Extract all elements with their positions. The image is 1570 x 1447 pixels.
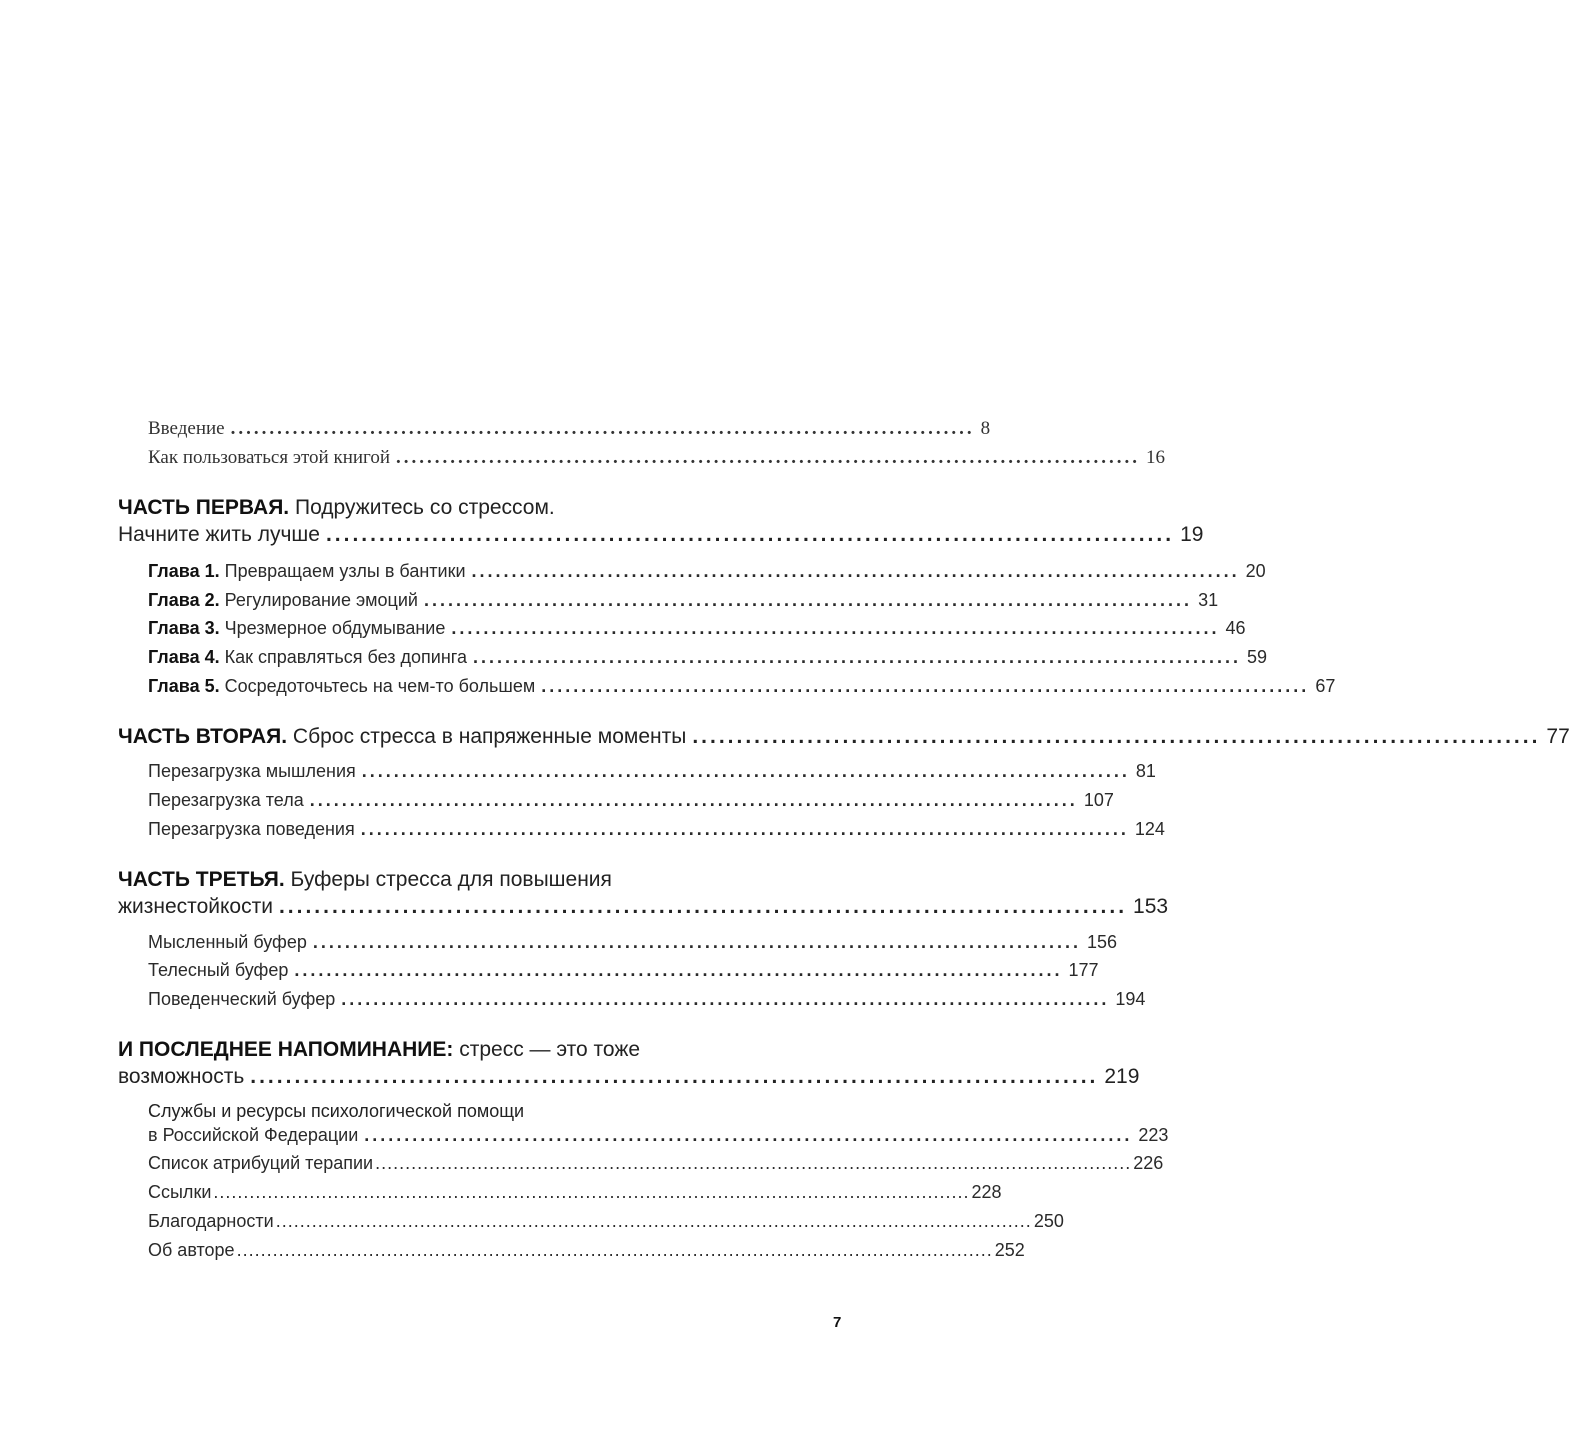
page-number: 7 xyxy=(833,1314,842,1331)
toc-page-number: 81 xyxy=(1135,761,1156,781)
final-heading[interactable] xyxy=(118,1038,640,1062)
leader-dots: ................................................................................................ xyxy=(341,989,1110,1009)
toc-entry-services[interactable] xyxy=(148,1125,1169,1146)
leader-dots: ................................................................................................ xyxy=(364,1125,1133,1145)
toc-entry-howto[interactable] xyxy=(148,447,1166,469)
toc-page-number: 226 xyxy=(1133,1153,1164,1173)
leader-dots: ................................................................................................ xyxy=(325,523,1175,546)
toc-entry-acknowledgements[interactable] xyxy=(148,1211,1064,1232)
chapter-title: Регулирование эмоций xyxy=(224,590,418,610)
toc-entry-part-three[interactable] xyxy=(118,895,1169,919)
part-two-label: ЧАСТЬ ВТОРАЯ. xyxy=(118,725,288,748)
leader-dots: .............................................................................................................................. xyxy=(375,1153,1132,1173)
toc-label: Перезагрузка тела xyxy=(148,790,304,810)
toc-page-number: 124 xyxy=(1134,819,1165,839)
toc-page-number: 194 xyxy=(1115,989,1146,1009)
toc-entry-final[interactable] xyxy=(118,1065,1140,1089)
final-title-line2: возможность xyxy=(118,1065,245,1088)
services-line1: Службы и ресурсы психологической помощи xyxy=(148,1101,525,1121)
leader-dots: ................................................................................................ xyxy=(471,561,1240,581)
toc-label: Ссылки xyxy=(148,1182,212,1202)
chapter-title: Как справляться без допинга xyxy=(224,647,467,667)
chapter-label: Глава 4. xyxy=(148,647,220,667)
toc-label: Перезагрузка поведения xyxy=(148,819,355,839)
toc-label: Благодарности xyxy=(148,1211,274,1231)
toc-entry-part-two[interactable] xyxy=(118,725,1570,749)
toc-page-number: 153 xyxy=(1133,895,1169,918)
toc-entry-chapter-5[interactable] xyxy=(148,676,1336,697)
toc-label: Введение xyxy=(148,418,225,439)
toc-page-number: 67 xyxy=(1315,676,1336,696)
toc-page-number: 219 xyxy=(1104,1065,1140,1088)
leader-dots: ................................................................................................ xyxy=(361,761,1130,781)
toc-entry-about-author[interactable] xyxy=(148,1240,1025,1261)
leader-dots: .............................................................................................................................. xyxy=(236,1240,993,1260)
part-one-title-line2: Начните жить лучше xyxy=(118,523,320,546)
part-three-label: ЧАСТЬ ТРЕТЬЯ. xyxy=(118,868,285,891)
toc-entry-mental-buffer[interactable] xyxy=(148,932,1118,953)
toc-label: Телесный буфер xyxy=(148,960,289,980)
leader-dots: ................................................................................................ xyxy=(278,895,1128,918)
chapter-title: Превращаем узлы в бантики xyxy=(224,561,466,581)
toc-page-number: 8 xyxy=(980,418,991,439)
leader-dots: ................................................................................................ xyxy=(451,618,1220,638)
toc-page-number: 19 xyxy=(1180,523,1204,546)
toc-entry-reboot-behavior[interactable] xyxy=(148,819,1165,840)
toc-label: Список атрибуций терапии xyxy=(148,1153,374,1173)
leader-dots: ................................................................................................ xyxy=(294,960,1063,980)
toc-page-number: 107 xyxy=(1083,790,1114,810)
leader-dots: ................................................................................................ xyxy=(230,418,975,439)
toc-page-number: 228 xyxy=(971,1182,1002,1202)
leader-dots: ................................................................................................ xyxy=(396,447,1141,468)
chapter-title: Чрезмерное обдумывание xyxy=(224,618,446,638)
part-three-heading[interactable] xyxy=(118,868,612,892)
toc-page-number: 77 xyxy=(1546,725,1570,748)
toc-entry-chapter-2[interactable] xyxy=(148,590,1219,611)
chapter-label: Глава 5. xyxy=(148,676,220,696)
toc-page-number: 156 xyxy=(1086,932,1118,952)
toc-entry-reboot-body[interactable] xyxy=(148,790,1114,811)
leader-dots: ................................................................................................ xyxy=(309,790,1078,810)
leader-dots: ................................................................................................ xyxy=(541,676,1310,696)
toc-entry-chapter-3[interactable] xyxy=(148,618,1246,639)
toc-entry-behavior-buffer[interactable] xyxy=(148,989,1146,1010)
leader-dots: .............................................................................................................................. xyxy=(275,1211,1032,1231)
part-two-title: Сброс стресса в напряженные моменты xyxy=(292,725,687,748)
toc-entry-attributions[interactable] xyxy=(148,1153,1164,1174)
chapter-label: Глава 3. xyxy=(148,618,220,638)
part-three-title-line1: Буферы стресса для повышения xyxy=(290,868,612,891)
leader-dots: ................................................................................................ xyxy=(250,1065,1099,1088)
toc-label: Поведенческий буфер xyxy=(148,989,336,1009)
part-one-title-line1: Подружитесь со стрессом. xyxy=(294,496,555,519)
leader-dots: ................................................................................................ xyxy=(472,647,1242,667)
chapter-title: Сосредоточьтесь на чем-то большем xyxy=(224,676,536,696)
toc-entry-body-buffer[interactable] xyxy=(148,960,1099,981)
final-label: И ПОСЛЕДНЕЕ НАПОМИНАНИЕ: xyxy=(118,1038,454,1061)
toc-label: Мысленный буфер xyxy=(148,932,307,952)
toc-page-number: 59 xyxy=(1247,647,1268,667)
leader-dots: ................................................................................................ xyxy=(360,819,1129,839)
toc-page-number: 31 xyxy=(1198,590,1219,610)
final-title-line1: стресс — это тоже xyxy=(459,1038,641,1061)
leader-dots: .............................................................................................................................. xyxy=(213,1182,970,1202)
toc-entry-chapter-1[interactable] xyxy=(148,561,1266,582)
toc-entry-references[interactable] xyxy=(148,1182,1002,1203)
leader-dots: ................................................................................................ xyxy=(423,590,1193,610)
toc-entry-reboot-thinking[interactable] xyxy=(148,761,1156,782)
chapter-label: Глава 1. xyxy=(148,561,220,581)
part-three-title-line2: жизнестойкости xyxy=(118,895,273,918)
services-line2: в Российской Федерации xyxy=(148,1125,359,1145)
chapter-label: Глава 2. xyxy=(148,590,220,610)
toc-entry-part-one[interactable] xyxy=(118,523,1204,547)
part-one-heading[interactable] xyxy=(118,496,555,520)
leader-dots: ................................................................................................ xyxy=(312,932,1081,952)
toc-page-number: 177 xyxy=(1068,960,1099,980)
toc-page-number: 223 xyxy=(1138,1125,1169,1145)
toc-page-number: 46 xyxy=(1225,618,1246,638)
toc-page-number: 252 xyxy=(994,1240,1025,1260)
toc-entry-intro[interactable] xyxy=(148,418,991,440)
toc-label: Перезагрузка мышления xyxy=(148,761,356,781)
toc-label: Об авторе xyxy=(148,1240,235,1260)
toc-page-number: 20 xyxy=(1245,561,1266,581)
part-one-label: ЧАСТЬ ПЕРВАЯ. xyxy=(118,496,290,519)
toc-page-number: 250 xyxy=(1033,1211,1064,1231)
toc-page-number: 16 xyxy=(1146,447,1166,468)
leader-dots: ................................................................................................ xyxy=(692,725,1541,748)
toc-entry-chapter-4[interactable] xyxy=(148,647,1268,668)
toc-label: Как пользоваться этой книгой xyxy=(148,447,391,468)
